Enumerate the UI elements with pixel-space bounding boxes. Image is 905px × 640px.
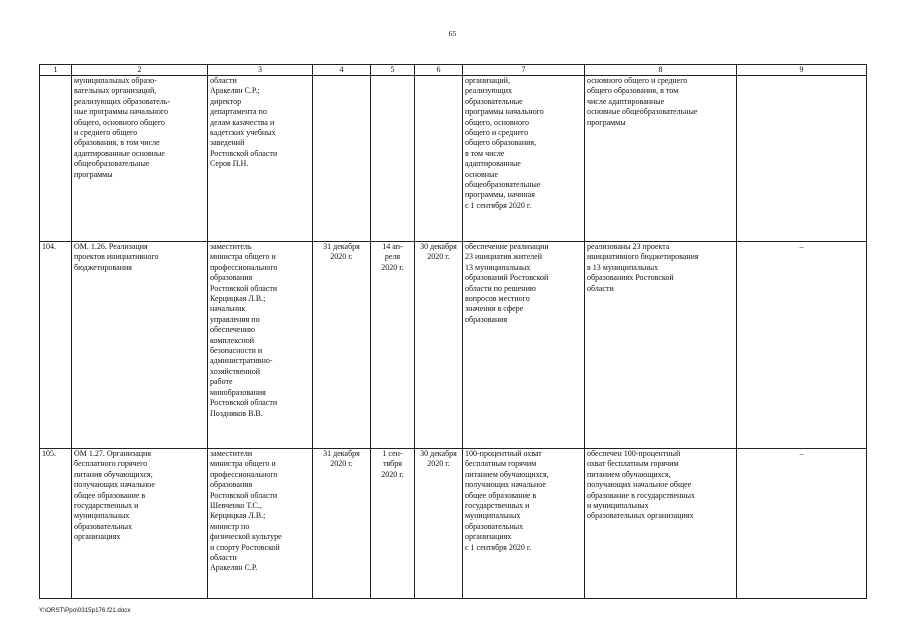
responsible-executor: заместитель министра общего и профессионального образования Ростовской области Керцицкая Л.В.; начальник управления по обеспечению комплексной безопасности и административно- хозяйственной работе минобразования Ростовской области Поздняков В.В. [208,242,313,449]
column-header: 4 [313,65,371,76]
planned-result: 100-процентный охват бесплатным горячим питанием обучающихся, получающих начальное общее образование в государственных и муниципальных образовательных организациях с 1 сентября 2020 г. [463,449,585,599]
actual-start-date: 1 сен- тября 2020 г. [371,449,415,599]
plan-table [39,64,867,599]
actual-start-date [371,76,415,242]
measure-name: ОМ 1.27. Организация бесплатного горячего питания обучающихся, получающих начальное общее образование в государственных и муниципальных образовательных организациях [72,449,208,599]
actual-end-date: 30 декабря 2020 г. [415,242,463,449]
actual-result: обеспечен 100-процентный охват бесплатным горячим питанием обучающихся, получающих начальное общее образование в государственных и муниципальных образовательных организациях [585,449,737,599]
reasons-note: – [737,449,867,599]
reasons-note [737,76,867,242]
actual-end-date: 30 декабря 2020 г. [415,449,463,599]
responsible-executor: области Аракелян С.Р.; директор департамента по делам казачества и кадетских учебных заведений Ростовской области Серов П.Н. [208,76,313,242]
column-header: 9 [737,65,867,76]
planned-result: организаций, реализующих образовательные программы начального общего, основного общего и среднего общего образования, в том числе адаптированные основные общеобразовательные программы, начиная с 1 сентября 2020 г. [463,76,585,242]
row-number: 105. [40,449,72,599]
reasons-note: – [737,242,867,449]
page-number: 65 [448,29,457,38]
actual-start-date: 14 ап- реля 2020 г. [371,242,415,449]
actual-result: основного общего и среднего общего образования, в том числе адаптированные основные общеобразовательные программы [585,76,737,242]
header-row [40,65,867,76]
column-header: 7 [463,65,585,76]
table-row [40,76,867,242]
column-header: 5 [371,65,415,76]
planned-date [313,76,371,242]
row-number: 104. [40,242,72,449]
responsible-executor: заместители министра общего и профессионального образования Ростовской области Шевченко Т.С., Керцицкая Л.В.; министр по физической культуре и спорту Ростовской области Аракелян С.Р. [208,449,313,599]
planned-date: 31 декабря 2020 г. [313,449,371,599]
column-header: 3 [208,65,313,76]
column-header: 6 [415,65,463,76]
column-header: 1 [40,65,72,76]
file-path-footer: Y:\ORST\Ppo\0315p176.f21.docx [39,607,131,614]
column-header: 8 [585,65,737,76]
planned-date: 31 декабря 2020 г. [313,242,371,449]
column-header: 2 [72,65,208,76]
measure-name: ОМ. 1.26. Реализация проектов инициативного бюджетирования [72,242,208,449]
table-row [40,242,867,449]
table-row [40,449,867,599]
measure-name: муниципальных образо- вательных организаций, реализующих образователь- ные программы начального общего, основного общего и среднего общего образования, в том числе адаптированные основные общеобразовательные программы [72,76,208,242]
actual-result: реализованы 23 проекта инициативного бюджетирования в 13 муниципальных образованиях Ростовской области [585,242,737,449]
planned-result: обеспечение реализации 23 инициатив жителей 13 муниципальных образований Ростовской области по решению вопросов местного значения в сфере образования [463,242,585,449]
row-number [40,76,72,242]
actual-end-date [415,76,463,242]
